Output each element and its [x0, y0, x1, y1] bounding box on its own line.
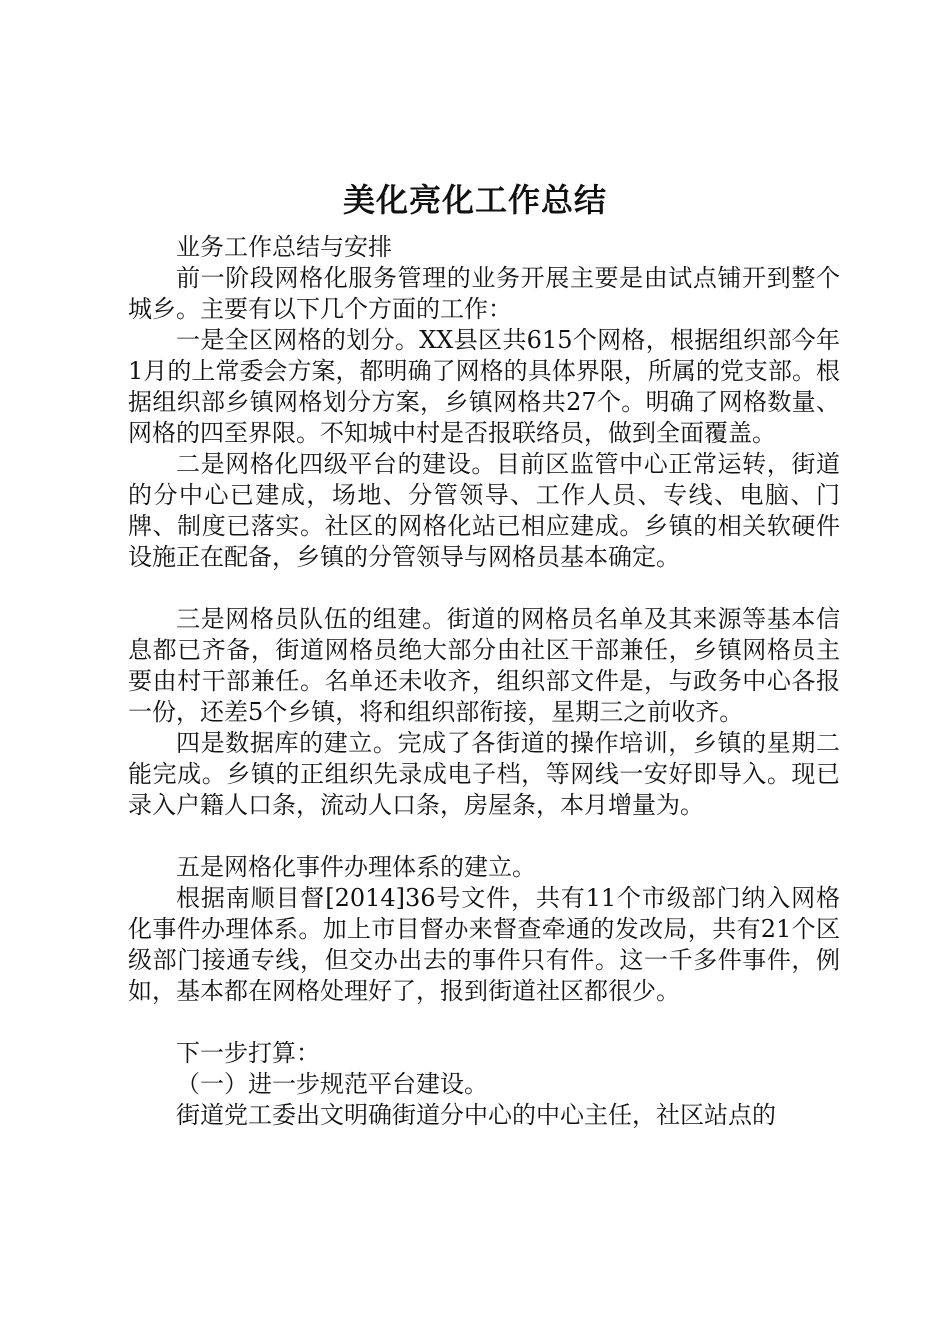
document-title: 美化亮化工作总结 [342, 181, 607, 219]
paragraph-database: 四是数据库的建立。完成了各街道的操作培训，乡镇的星期二能完成。乡镇的正组织先录成电子档，等网线一安好即导入。现已录入户籍人口条，流动人口条，房屋条，本月增量为。 [128, 729, 840, 819]
paragraph-team-building: 三是网格员队伍的组建。街道的网格员名单及其来源等基本信息都已齐备，街道网格员绝大部分由社区干部兼任，乡镇网格员主要由村干部兼任。名单还未收齐，组织部文件是，与政务中心各报一份，还差5个乡镇，将和组织部衔接，星期三之前收齐。 [128, 605, 840, 726]
intro-paragraph: 前一阶段网格化服务管理的业务开展主要是由试点铺开到整个城乡。主要有以下几个方面的工作： [128, 264, 840, 323]
document-body [128, 232, 840, 1131]
next-steps-heading: 下一步打算： [176, 1039, 320, 1067]
paragraph-event-system: 根据南顺目督[2014]36号文件，共有11个市级部门纳入网格化事件办理体系。加上市目督办来督查牵通的发改局，共有21个区级部门接通专线，但交办出去的事件只有件。这一千多件事件，例如，基本都在网格处理好了，报到街道社区都很少。 [128, 884, 840, 1005]
next-step-item-1: （一）进一步规范平台建设。 [176, 1070, 488, 1098]
paragraph-next-step-detail: 街道党工委出文明确街道分中心的中心主任，社区站点的 [176, 1101, 776, 1129]
paragraph-platform-building: 二是网格化四级平台的建设。目前区监管中心正常运转，街道的分中心已建成，场地、分管领导、工作人员、专线、电脑、门牌、制度已落实。社区的网格化站已相应建成。乡镇的相关软硬件设施正在配备，乡镇的分管领导与网格员基本确定。 [128, 450, 840, 571]
paragraph-grid-division: 一是全区网格的划分。XX县区共615个网格，根据组织部今年1月的上常委会方案，都明确了网格的具体界限，所属的党支部。根据组织部乡镇网格划分方案，乡镇网格共27个。明确了网格数量、网格的四至界限。不知城中村是否报联络员，做到全面覆盖。 [128, 326, 840, 447]
paragraph-event-system-heading: 五是网格化事件办理体系的建立。 [176, 853, 536, 881]
section-heading: 业务工作总结与安排 [176, 233, 392, 261]
